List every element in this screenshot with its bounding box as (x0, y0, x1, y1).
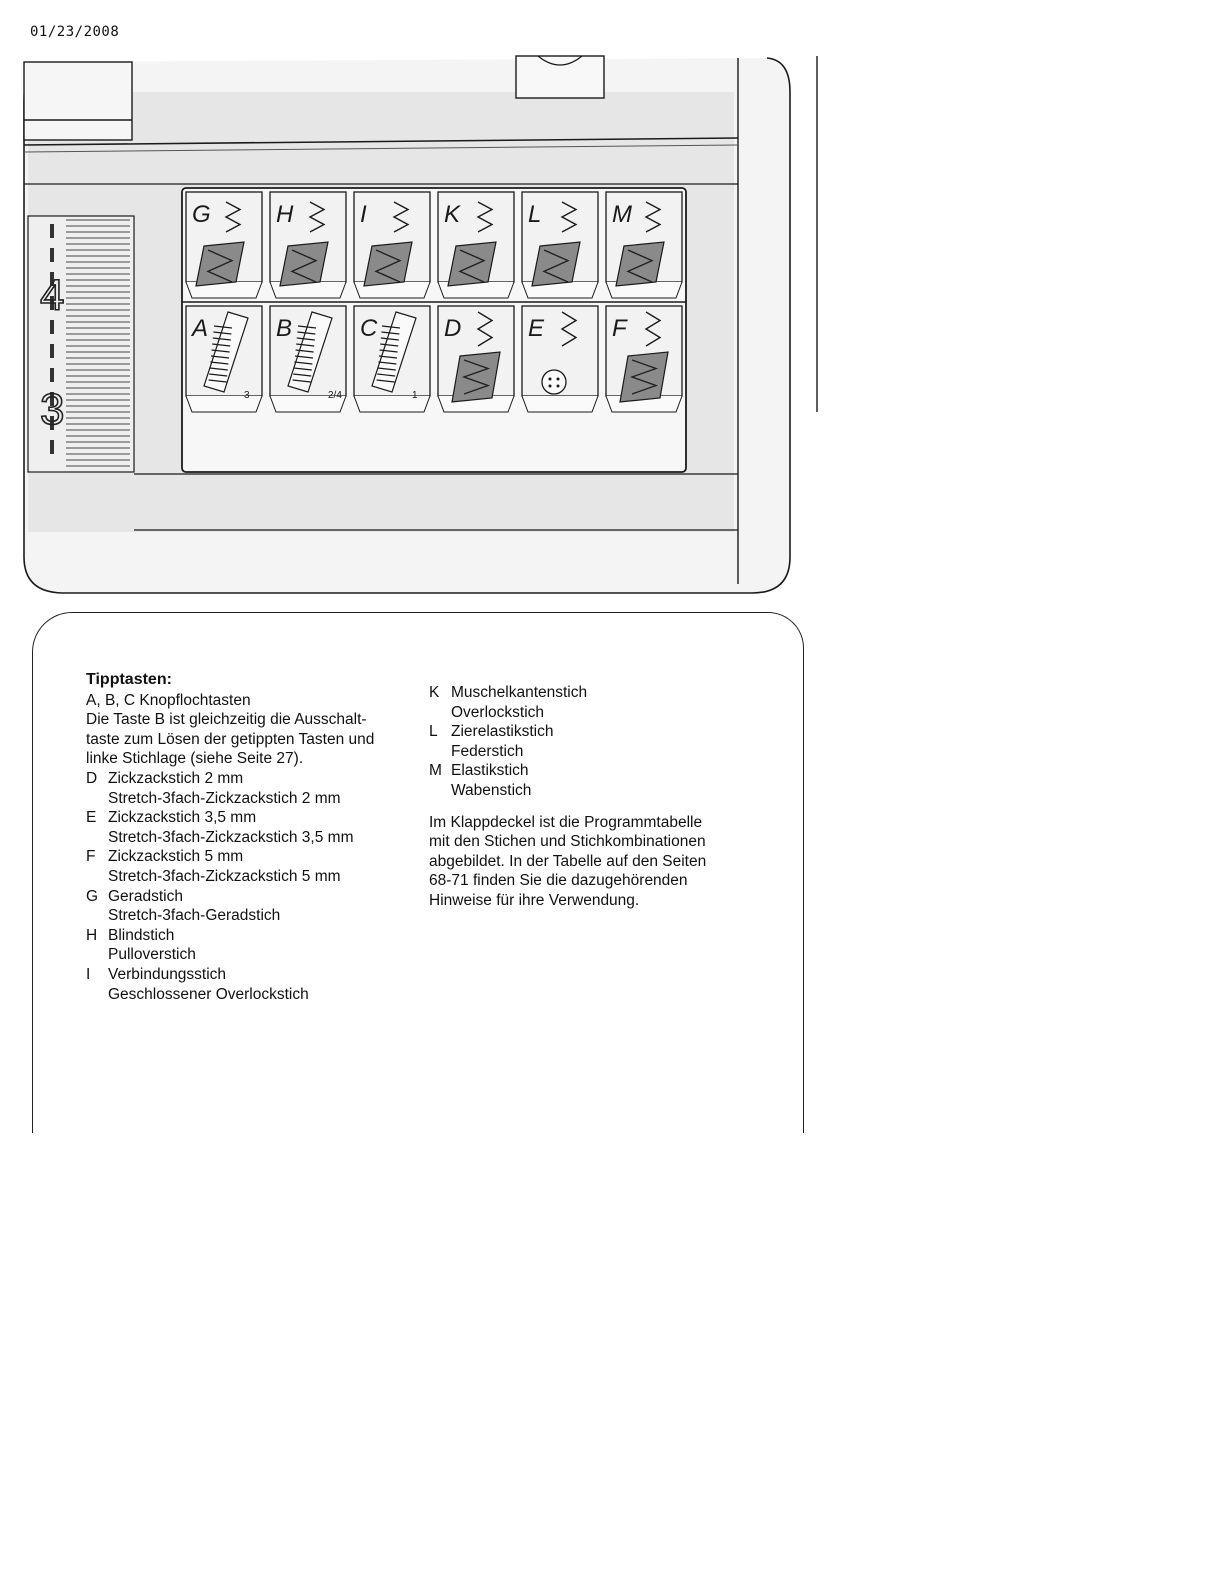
stitch-key-i[interactable] (354, 192, 430, 298)
stitch-key-d[interactable] (438, 306, 514, 412)
item-l (429, 722, 759, 742)
item-line: Zickzackstich 5 mm (108, 848, 244, 866)
item-subline: Pulloverstich (108, 946, 196, 964)
top-window (516, 56, 604, 98)
key-number: 2/4 (328, 390, 342, 401)
stitch-key-a[interactable] (186, 306, 262, 412)
key-letter: D (444, 315, 462, 342)
item-subline: Stretch-3fach-Zickzackstich 3,5 mm (108, 828, 354, 846)
item-k (429, 683, 759, 703)
abc-line: A, B, C Knopflochtasten (86, 691, 251, 709)
item-g (86, 887, 416, 907)
item-d (86, 769, 416, 789)
stitch-key-h[interactable] (270, 192, 346, 298)
item-key: G (86, 887, 99, 905)
b-note-line-3: linke Stichlage (siehe Seite 27). (86, 750, 304, 768)
b-note-line-2: taste zum Lösen der getippten Tasten und (86, 730, 375, 748)
item-key: I (86, 965, 91, 983)
note-paragraph (429, 813, 759, 911)
stitch-key-c[interactable] (354, 306, 430, 412)
item-subline: Geschlossener Overlockstich (108, 985, 309, 1003)
key-number: 1 (412, 390, 418, 401)
item-key: D (86, 769, 98, 787)
dial-number-4: 4 (40, 271, 65, 320)
item-key: L (429, 723, 438, 741)
key-letter: C (360, 315, 378, 342)
key-letter: K (444, 201, 461, 228)
item-key: H (86, 926, 98, 944)
b-note-line-1: Die Taste B ist gleichzeitig die Ausschalt- (86, 711, 367, 729)
dial-number-3: 3 (40, 385, 65, 434)
item-f (86, 847, 416, 867)
stitch-key-k[interactable] (438, 192, 514, 298)
stitch-key-m[interactable] (606, 192, 682, 298)
key-letter: H (276, 201, 294, 228)
item-key: K (429, 684, 440, 701)
key-letter: L (528, 201, 542, 228)
stitch-key-l[interactable] (522, 192, 598, 298)
key-number: 3 (244, 390, 250, 401)
key-letter: B (276, 315, 293, 342)
key-letter: M (612, 201, 632, 228)
item-m (429, 761, 759, 781)
item-key: E (86, 809, 97, 827)
key-letter: F (612, 315, 627, 342)
note-line-4: 68-71 finden Sie die dazugehörenden (429, 872, 688, 890)
item-line: Zickzackstich 3,5 mm (108, 809, 257, 827)
note-line-1: Im Klappdeckel ist die Programmtabelle (429, 813, 703, 831)
item-subline: Wabenstich (451, 781, 532, 799)
key-letter: G (192, 201, 211, 228)
date-stamp: 01/23/2008 (30, 24, 120, 40)
item-subline: Overlockstich (451, 703, 545, 721)
stitch-key-panel-illustration (22, 52, 828, 602)
item-subline: Stretch-3fach-Zickzackstich 5 mm (108, 867, 341, 885)
item-line: Elastikstich (451, 762, 529, 780)
item-key: F (86, 848, 96, 866)
item-key: M (429, 762, 442, 780)
right-column (429, 683, 759, 911)
item-line: Zierelastikstich (451, 723, 554, 741)
item-subline: Stretch-3fach-Zickzackstich 2 mm (108, 789, 341, 807)
key-letter: E (528, 315, 545, 342)
stitch-key-g[interactable] (186, 192, 262, 298)
item-line: Blindstich (108, 926, 175, 944)
item-line: Verbindungsstich (108, 965, 227, 983)
item-subline: Stretch-3fach-Geradstich (108, 907, 281, 925)
heading-tipptasten: Tipptasten: (86, 671, 172, 688)
item-line: Zickzackstich 2 mm (108, 769, 244, 787)
note-line-5: Hinweise für ihre Verwendung. (429, 891, 640, 909)
item-h (86, 926, 416, 946)
stitch-key-e[interactable] (522, 306, 598, 412)
note-line-3: abgebildet. In der Tabelle auf den Seiten (429, 852, 707, 870)
item-i (86, 965, 416, 985)
note-line-2: mit den Stichen und Stichkombinationen (429, 833, 706, 851)
top-left-block (24, 62, 132, 140)
item-line: Geradstich (108, 887, 183, 905)
stitch-key-b[interactable] (270, 306, 346, 412)
item-e (86, 808, 416, 828)
item-line: Muschelkantenstich (451, 684, 588, 701)
key-letter: I (360, 201, 367, 228)
stitch-key-f[interactable] (606, 306, 682, 412)
left-column (86, 670, 416, 1004)
item-subline: Federstich (451, 742, 524, 760)
key-letter: A (192, 315, 209, 342)
